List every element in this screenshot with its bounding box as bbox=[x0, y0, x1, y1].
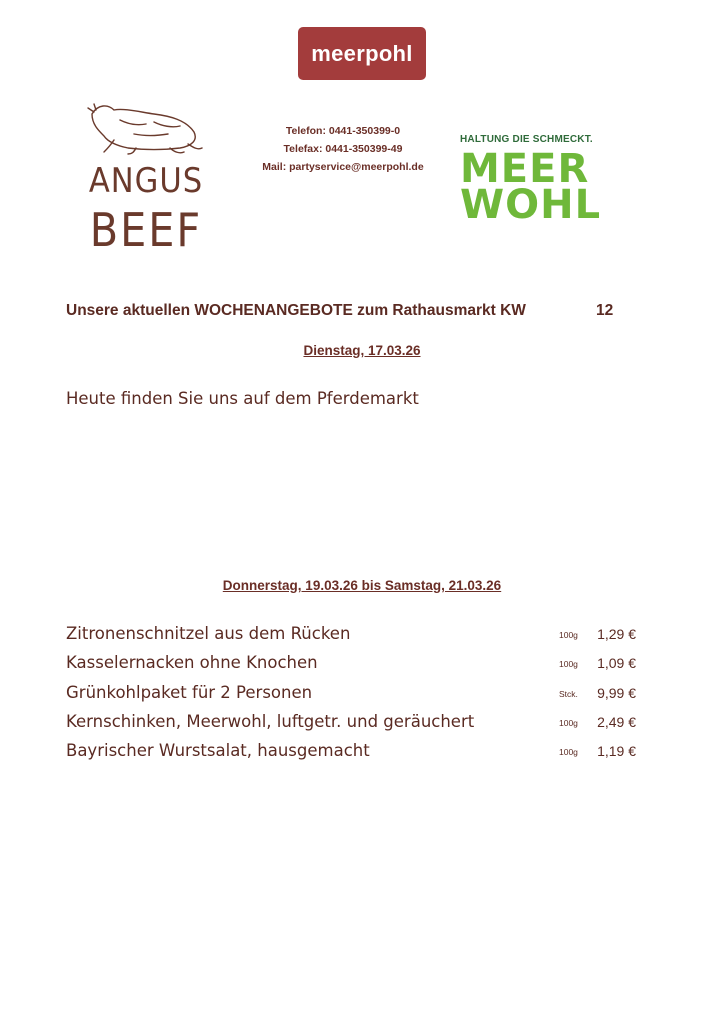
offer-row bbox=[66, 739, 646, 768]
offer-name: Kernschinken, Meerwohl, luftgetr. und geräuchert bbox=[66, 711, 475, 731]
meerwohl-tagline: HALTUNG DIE SCHMECKT. bbox=[460, 134, 593, 145]
offer-price: 1,29 € bbox=[597, 626, 636, 642]
offer-name: Kasselernacken ohne Knochen bbox=[66, 653, 318, 673]
calendar-week: 12 bbox=[596, 302, 614, 319]
contact-phone: Telefon: 0441-350399-0 bbox=[285, 125, 401, 137]
contact-fax: Telefax: 0441-350399-49 bbox=[283, 143, 403, 155]
offer-unit: 100g bbox=[559, 717, 578, 728]
meerwohl-line2: WOHL bbox=[460, 182, 602, 228]
brand-name: meerpohl bbox=[311, 40, 413, 66]
meerwohl-line1: MEER bbox=[460, 146, 590, 192]
day1-note: Heute finden Sie uns auf dem Pferdemarkt bbox=[66, 389, 419, 408]
page-headline: Unsere aktuellen WOCHENANGEBOTE zum Rathausmarkt KW bbox=[66, 302, 526, 319]
offer-row bbox=[66, 710, 646, 739]
offer-row bbox=[66, 622, 646, 651]
offer-row bbox=[66, 681, 646, 710]
offer-unit: 100g bbox=[559, 659, 578, 670]
offer-row bbox=[66, 651, 646, 680]
angus-logo-line2: BEEF bbox=[89, 203, 203, 256]
angus-logo-line1: ANGUS bbox=[88, 161, 204, 201]
offer-name: Bayrischer Wurstsalat, hausgemacht bbox=[66, 741, 370, 761]
offer-name: Grünkohlpaket für 2 Personen bbox=[66, 682, 313, 702]
offer-name: Zitronenschnitzel aus dem Rücken bbox=[66, 624, 351, 643]
offer-price: 1,09 € bbox=[597, 655, 636, 672]
offer-price: 2,49 € bbox=[597, 713, 636, 730]
offers-list bbox=[66, 622, 646, 768]
day1-title: Dienstag, 17.03.26 bbox=[303, 343, 421, 358]
cow-icon bbox=[84, 96, 208, 256]
meerpohl-logo bbox=[298, 27, 426, 80]
angus-beef-logo bbox=[84, 96, 208, 256]
day2-title: Donnerstag, 19.03.26 bis Samstag, 21.03.26 bbox=[222, 578, 502, 593]
contact-mail: Mail: partyservice@meerpohl.de bbox=[262, 161, 424, 173]
offer-unit: 100g bbox=[559, 747, 578, 758]
offer-unit: Stck. bbox=[559, 688, 578, 699]
offer-price: 1,19 € bbox=[597, 743, 636, 760]
offer-unit: 100g bbox=[559, 630, 578, 640]
offer-price: 9,99 € bbox=[597, 684, 636, 701]
contact-block bbox=[230, 122, 456, 176]
meerwohl-logo bbox=[460, 134, 610, 228]
